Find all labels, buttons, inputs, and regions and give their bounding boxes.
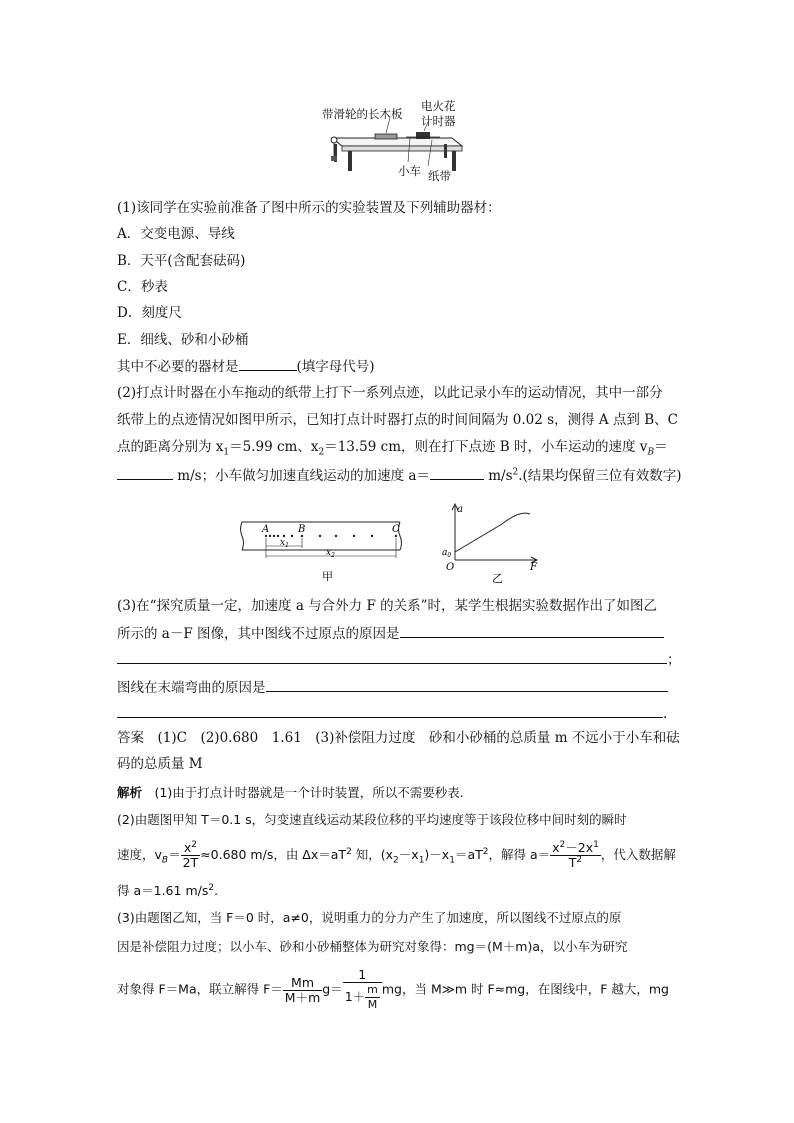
- label-board: 带滑轮的长木板: [322, 107, 403, 121]
- q3-line-2b: ；: [117, 649, 681, 670]
- velocity-fraction: $\frac{x^2}{2T}$: [182, 839, 199, 870]
- point-a-label: A: [262, 524, 270, 535]
- label-timer-2: 计时器: [421, 114, 456, 128]
- q3-line-2: 所示的 a－F 图像，其中图线不过原点的原因是: [117, 623, 664, 644]
- tape-and-graph-figure: [240, 498, 560, 588]
- label-tape: 纸带: [428, 169, 451, 183]
- x1-label: $x_1$: [280, 538, 289, 549]
- axis-a-label: a: [457, 504, 463, 515]
- a0-label: $a_0$: [442, 548, 452, 559]
- a-f-graph: [442, 504, 538, 585]
- q2-line-2: 纸带上的点迹情况如图甲所示，已知打点计时器打点的时间间隔为 0.02 s，测得 A 点到 B、C: [117, 412, 678, 428]
- q2-line-3: 点的距离分别为 $x_1=5.99$ cm、$x_2=13.59$ cm，则在打下点迹 B 时，小车运动的速度 $v_B=$: [117, 439, 668, 458]
- q1-option-d: D．刻度尺: [117, 305, 182, 321]
- analysis-p3-line-1: (3)由题图乙知，当 F＝0 时，a≠0，说明重力的分力产生了加速度，所以图线不过原点的原: [117, 910, 622, 925]
- mass-fraction: $\frac{Mm}{M+m}$: [284, 974, 321, 1005]
- caption-jia: 甲: [322, 570, 333, 583]
- ratio-fraction: 1 1＋ $\frac{m}{M}$: [343, 968, 382, 1012]
- q3-reason2-blank[interactable]: [266, 677, 668, 692]
- analysis-p1: 解析 (1)由于打点计时器就是一个计时装置，所以不需要秒表.: [117, 785, 464, 800]
- q1-option-b: B．天平(含配套砝码): [117, 253, 246, 269]
- label-timer-1: 电火花: [421, 99, 456, 113]
- q2-line-4: m/s；小车做匀加速直线运动的加速度 $a= m/s^2$.(结果均保留三位有效数字): [117, 465, 682, 486]
- q1-question: 其中不必要的器材是 (填字母代号): [117, 356, 375, 377]
- paper-tape-diagram: [241, 522, 402, 583]
- q1-answer-blank[interactable]: [239, 356, 297, 371]
- q1-option-e: E．细线、砂和小砂桶: [117, 332, 249, 348]
- q1-stem: (1)该同学在实验前准备了图中所示的实验装置及下列辅助器材：: [117, 200, 501, 216]
- q3-reason1-blank[interactable]: [400, 623, 664, 638]
- q1-option-a: A．交变电源、导线: [117, 226, 235, 242]
- q3-reason2-blank-cont[interactable]: [117, 703, 663, 718]
- analysis-p2-line-2: 速度，$v_B=$ $\frac{x^2}{2T}$ ≈0.680 m/s，由 $\Delta x=aT^2$ 知，$(x_2-x_1)-x_1=aT^2$，解得 a＝ $\frac{x^2-2x^1}{T^2}$ ，代入数据解: [117, 839, 676, 870]
- origin-label: O: [446, 562, 455, 573]
- q3-reason1-blank-cont[interactable]: [117, 649, 667, 664]
- x2-label: $x_2$: [326, 548, 335, 559]
- analysis-p3-line-3: 对象得 F＝Ma，联立解得 F＝ $\frac{Mm}{M+m}$ g＝ 1 1＋ $\frac{m}{M}$ mg，当 M≫m 时 F≈mg，在图线中，F 越大，mg: [117, 967, 669, 1011]
- analysis-p2-line-1: (2)由题图甲知 T＝0.1 s，匀变速直线运动某段位移的平均速度等于该段位移中间时刻的瞬时: [117, 812, 627, 827]
- caption-yi: 乙: [492, 572, 503, 585]
- analysis-p2-line-3: 得 a＝1.61 $m/s^2$.: [117, 882, 219, 898]
- q3-line-3: 图线在末端弯曲的原因是: [117, 677, 668, 698]
- analysis-heading: 解析: [117, 785, 143, 800]
- q3-line-1: (3)在“探究质量一定，加速度 a 与合外力 F 的关系”时，某学生根据实验数据作出了如图乙: [117, 598, 658, 614]
- answer-line-2: 码的总质量 M: [117, 756, 203, 772]
- q2-line-1: (2)打点计时器在小车拖动的纸带上打下一系列点迹，以此记录小车的运动情况，其中一部分: [117, 385, 663, 401]
- q2-accel-blank[interactable]: [430, 465, 484, 480]
- point-c-label: C: [392, 524, 400, 535]
- q1-option-c: C．秒表: [117, 279, 168, 295]
- accel-fraction: $\frac{x^2-2x^1}{T^2}$: [552, 839, 599, 870]
- axis-f-label: F: [530, 562, 537, 573]
- q2-velocity-blank[interactable]: [117, 465, 173, 480]
- label-cart: 小车: [398, 164, 421, 178]
- point-b-label: B: [298, 524, 306, 535]
- answer-line-1: 答案 (1)C (2)0.680 1.61 (3)补偿阻力过度 砂和小砂桶的总质量 m 不远小于小车和砝: [117, 730, 680, 746]
- q3-line-3b: .: [117, 703, 667, 724]
- analysis-p3-line-2: 因是补偿阻力过度；以小车、砂和小砂桶整体为研究对象得：mg＝(M＋m)a，以小车为研究: [117, 939, 628, 954]
